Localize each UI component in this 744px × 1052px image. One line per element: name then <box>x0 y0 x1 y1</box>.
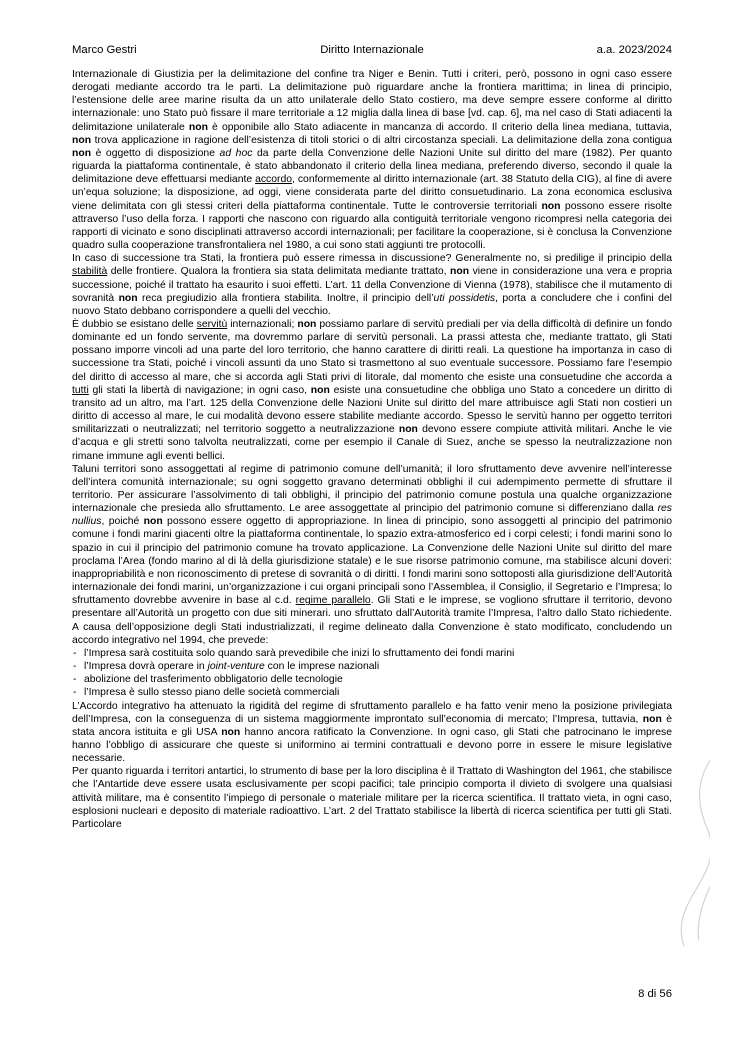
emphasis-underline: tutti <box>72 384 89 396</box>
document-body <box>72 68 672 831</box>
text-run: viene in considerazione una vera e propria successione, poiché il trattato ha esaurito i suoi effetti. L’art. 11 della Convenzione di Vienna (1978), stabilisce che il mutamento di sovranità <box>72 266 673 304</box>
paragraph-antartide <box>72 765 672 831</box>
text-run: trova applicazione in ragione dell’esistenza di titoli storici o di altri circostanza speciali. La delimitazione della zona contigua <box>91 134 672 146</box>
text-run: L’Accordo integrativo ha attenuato la rigidità del regime di sfruttamento parallelo e ha fatto venir meno la posizione privilegiata dell’Impresa, con la conseguenza di un sistema maggiormente improntato sull’economia di mercato; l’Impresa, tuttavia, <box>72 700 672 725</box>
emphasis-bold: non <box>143 516 163 528</box>
text-run: con le imprese nazionali <box>264 661 380 673</box>
header-author: Marco Gestri <box>72 44 137 56</box>
emphasis-underline: stabilità <box>72 266 108 278</box>
accordo-integrativo-list <box>72 647 672 700</box>
header-course: Diritto Internazionale <box>320 44 424 56</box>
text-run: internazionali; <box>227 318 298 330</box>
list-item <box>72 673 672 686</box>
text-run: da parte della Convenzione delle Nazioni Unite sul diritto del mare (1982). Per quanto riguarda la piattaforma continentale, è stato abbandonato il criterio della linea mediana, preferendo diverso, secondo il quale la delimitazione deve effettuarsi mediante <box>72 147 673 186</box>
list-item <box>72 686 672 699</box>
list-item <box>72 647 672 660</box>
emphasis-bold: non <box>72 147 92 159</box>
emphasis-bold: non <box>118 292 138 304</box>
text-run: È dubbio se esistano delle <box>72 318 197 330</box>
text-run: l’Impresa è sullo stesso piano delle società commerciali <box>84 687 340 699</box>
list-item <box>72 660 672 673</box>
paragraph-patrimonio-comune <box>72 463 672 647</box>
emphasis-bold: non <box>450 266 470 278</box>
emphasis-bold: non <box>297 318 317 330</box>
text-run: Taluni territori sono assoggettati al regime di patrimonio comune dell’umanità; il loro sfruttamento deve avvenire nell’interesse dell’intera comunità internazionale; su ogni soggetto gravano determinati obblighi il cui adempimento permette di sfruttare il territorio. Per assicurare l’assolvimento di tali obblighi, il principio del patrimonio comune postula una qualche organizzazione internazionale che presieda allo sfruttamento. Le aree assoggettate al principio del patrimonio comune si differenziano dalla <box>72 463 672 515</box>
text-run: , porta a concludere che i confini del nuovo Stato debbano corrispondere a quelli del vecchio. <box>72 292 672 317</box>
text-run: , conformemente al diritto internazionale (art. 38 Statuto della CIG), al fine di avere un’equa soluzione; la disposizione, ad oggi, viene considerata parte del diritto consuetudinario. La zona economica esclusiva viene delimitata con gli stessi criteri della piattaforma continentale. Tutte le controversie territoriali <box>72 174 672 212</box>
emphasis-bold: non <box>221 726 241 738</box>
text-run: è opponibile allo Stato adiacente in mancanza di accordo. Il criterio della linea mediana, tuttavia, <box>207 121 672 133</box>
emphasis-bold: non <box>310 384 330 396</box>
text-run: In caso di successione tra Stati, la frontiera può essere rimessa in discussione? Generalmente no, si predilige il principio della <box>72 253 672 265</box>
emphasis-italic: joint-venture <box>207 661 265 673</box>
emphasis-bold: non <box>541 200 561 212</box>
text-run: , poiché <box>101 516 144 528</box>
emphasis-italic: uti possidetis <box>433 292 496 304</box>
text-run: abolizione del trasferimento obbligatorio delle tecnologie <box>84 674 343 686</box>
text-run: l’Impresa sarà costituita solo quando sarà prevedibile che inizi lo sfruttamento dei fondi marini <box>84 647 515 659</box>
text-run: Per quanto riguarda i territori antartici, lo strumento di base per la loro disciplina è il Trattato di Washington del 1961, che stabilisce che l’Antartide deve essere usata esclusivamente per scopi pacifici; tale principio comporta il divieto di svolgere una qualsiasi attività militare, ma è consentito l’impiego di personale o materiale militare per la ricerca scientifica. Il trattato vieta, in ogni caso, esplosioni nucleari e deposito di materiale radioattivo. L’art. 2 del Trattato stabilisce la libertà di ricerca scientifica per tutti gli Stati. Particolare <box>72 766 672 830</box>
emphasis-underline: accordo <box>255 174 293 186</box>
text-run: . Gli Stati e le imprese, se vogliono sfruttare il territorio, devono presentare all’Autorità un progetto con due siti minerari. uno sfruttato dall’Autorità tramite l’Impresa, l’altro dallo Stato richiedente. A causa dell’opposizione degli Stati industrializzati, il regime delineato dalla Convenzione è stato modificato, concludendo un accordo integrativo nel 1994, che prevede: <box>72 595 672 646</box>
text-run: devono essere compiute attività militari. Anche le vie d’acqua e gli stretti sono talvolta neutralizzati, come per esempio il Canale di Suez, anche se spesso la neutralizzazione non rimane immune agli eventi bellici. <box>72 424 672 462</box>
emphasis-bold: non <box>72 134 92 146</box>
text-run: possiamo parlare di servitù prediali per via della difficoltà di definire un fondo dominante ed un fondo servente, ma dovremmo parlare di servitù personali. La prassi attesta che, mediante trattato, gli Stati possano imporre vincoli ad una parte del loro territorio, che hanno carattere di diritti reali. La questione ha importanza in caso di successione tra Stati, poiché i vincoli assunti da uno Stato si trasmettono al suo eventuale successore. Possiamo fare l’esempio del diritto di accesso al mare, che si accorda agli Stati privi di litorale, dal momento che esiste una consuetudine che accorda a <box>72 318 673 383</box>
text-run: l’Impresa dovrà operare in <box>84 661 208 673</box>
emphasis-bold: non <box>398 424 418 436</box>
emphasis-underline: servitù <box>196 318 228 330</box>
text-run: possono essere risolte attraverso l’uso della forza. I rapporti che nascono con riguardo alla contiguità territoriale vengono ricompresi nella categoria dei rapporti di vicinato e sono disciplinati attraverso accordi internazionali; per facilitare la cooperazione, si è conclusa la Convenzione quadro sulla cooperazione transfrontaliera nel 1980, a cui sono stati aggiunti tre protocolli. <box>72 200 672 252</box>
emphasis-bold: non <box>642 713 662 725</box>
paragraph-frontiere <box>72 68 672 252</box>
text-run: delle frontiere. Qualora la frontiera sia stata delimitata mediante trattato, <box>107 266 451 278</box>
text-run: hanno ancora ratificato la Convenzione. In ogni caso, gli Stati che patrocinano le imprese hanno l’obbligo di assicurare che queste si uniformino ai termini contrattuali e devono porre in essere le misure legislative necessarie. <box>72 726 672 765</box>
emphasis-underline: regime parallelo <box>295 595 371 607</box>
paragraph-accordo-integrativo <box>72 700 672 766</box>
text-run: esiste una consuetudine che obbliga uno Stato a concedere un diritto di transito ad un altro, ma l’art. 125 della Convenzione delle Nazioni Unite sul diritto del mare attribuisce agli Stati non costieri un diritto di accesso al mare, le cui modalità devono essere stabilite mediante accordo. Spesso le servitù hanno per oggetto territori smilitarizzati o neutralizzati; nel territorio soggetto a neutralizzazione <box>72 384 672 436</box>
paragraph-servitu <box>72 318 672 463</box>
header-year: a.a. 2023/2024 <box>596 44 672 56</box>
text-run: è oggetto di disposizione <box>91 147 220 159</box>
text-run: gli stati la libertà di navigazione; in ogni caso, <box>88 384 311 396</box>
text-run: possono essere oggetto di appropriazione. In linea di principio, sono assoggetti al principio del patrimonio comune i fondi marini giacenti oltre la piattaforma continentale, lo spazio extra-atmosferico ed i corpi celesti; i fondi marini sono lo spazio in cui il principio del patrimonio comune ha trovato applicazione. La Convenzione delle Nazioni Unite sul diritto del mare proclama l’Area (fondo marino al di là della giurisdizione statale) e le sue risorse patrimonio comune, ma stabilisce alcuni doveri: inappropriabilità e non riconoscimento di pretese di sovranità o di diritti. I fondi marini sono sottoposti alla giurisdizione dell’Autorità internazionale dei fondi marini, un’organizzazione i cui organi principali sono l’Assemblea, il Consiglio, il Segretario e l’Impresa; lo sfruttamento dovrebbe avvenire in base al c.d. <box>72 516 672 607</box>
text-run: è stata ancora istituita e gli USA <box>72 713 672 738</box>
text-run: reca pregiudizio alla frontiera stabilita. Inoltre, il principio dell’ <box>137 292 434 304</box>
emphasis-bold: non <box>188 121 208 133</box>
text-run: Internazionale di Giustizia per la delimitazione del confine tra Niger e Benin. Tutti i criteri, però, possono in ogni caso essere derogati mediante accordo tra le parti. La delimitazione può riguardare anche la frontiera marittima; in linea di principio, l’estensione delle aree marine risulta da un atto unilaterale dello Stato costiero, ma deve sempre essere conforme al diritto internazionale: uno Stato può fissare il mare territoriale a 12 miglia dalla linea di base [vd. cap. 6], ma nel caso di Stati adiacenti la delimitazione unilaterale <box>72 69 672 133</box>
emphasis-italic: ad hoc <box>219 147 253 159</box>
emphasis-italic: res nullius <box>72 503 672 528</box>
paragraph-successione <box>72 252 672 318</box>
page-number: 8 di 56 <box>638 988 672 1000</box>
